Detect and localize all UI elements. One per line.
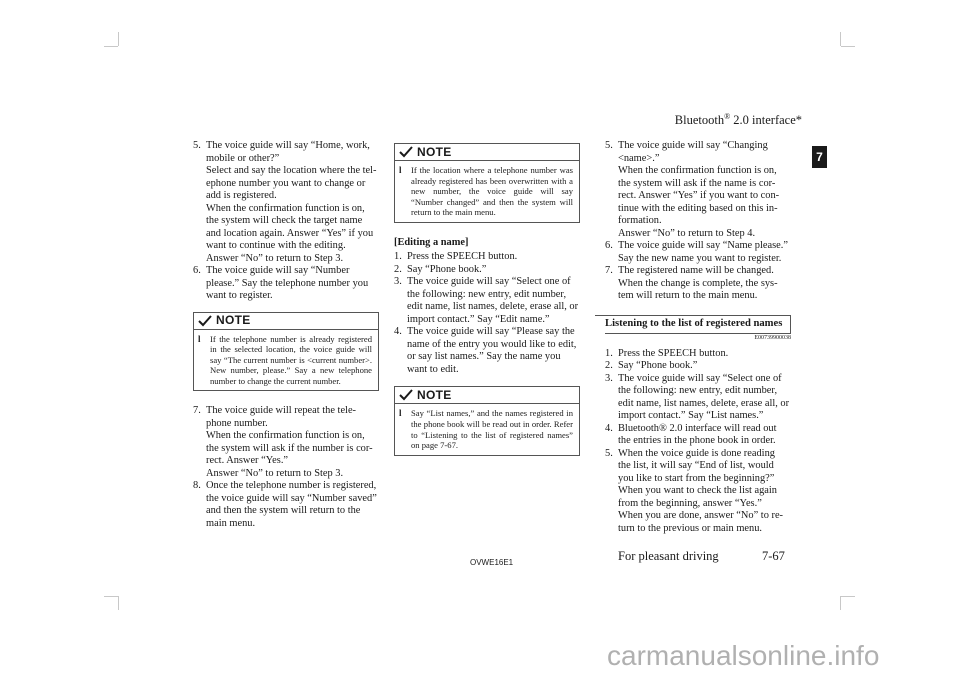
checkmark-icon <box>198 315 212 327</box>
list-item <box>605 140 791 240</box>
left-column <box>193 140 379 530</box>
right-column <box>605 140 791 535</box>
list-item <box>193 265 379 303</box>
list-item <box>605 423 791 448</box>
note-box <box>394 143 580 223</box>
note-title: NOTE <box>417 144 452 159</box>
section-heading: [Editing a name] <box>394 236 469 248</box>
list-item <box>193 405 379 480</box>
item-number: 3. <box>605 372 613 384</box>
item-text: When the voice guide is done reading the list, it will say “End of list, would you like to start from the beginning?” When you want to check the list again from the beginning, answer “Yes.” When you are done, answer “No” to re- turn to the previous or main menu. <box>618 447 784 534</box>
item-number: 4. <box>394 326 402 338</box>
item-text: The voice guide will say “Name please.” Say the new name you want to register. <box>618 240 788 264</box>
crop-mark <box>118 596 119 610</box>
crop-mark <box>840 596 841 610</box>
item-number: 5. <box>605 140 613 151</box>
crop-mark <box>841 46 855 47</box>
section-heading-box <box>605 315 791 334</box>
item-number: 2. <box>394 263 402 275</box>
list-item <box>394 264 580 277</box>
crop-mark <box>118 32 119 46</box>
checkmark-icon <box>399 146 413 158</box>
note-text: If the location where a telephone number was already registered has been overwritten with a new number, the voice guide will say “Number changed” and then the system will return to the main menu. <box>411 165 573 218</box>
list-item <box>193 480 379 530</box>
document-code: OVWE16E1 <box>470 558 514 567</box>
item-text: Press the SPEECH button. <box>618 347 729 359</box>
list-item <box>605 348 791 361</box>
bullet-icon: l <box>399 408 402 419</box>
item-number: 6. <box>605 240 613 251</box>
crop-mark <box>104 596 118 597</box>
note-header <box>194 313 378 330</box>
item-number: 3. <box>394 276 402 288</box>
note-header <box>395 144 579 161</box>
item-text: The voice guide will repeat the tele- phone number. When the confirmation function is on, the system will ask if the number is cor- rect. Answer “Yes.” Answer “No” to return to Step 3. <box>206 405 373 479</box>
note-title: NOTE <box>417 388 452 403</box>
note-body <box>395 161 579 218</box>
note-text: If the telephone number is already registered in the selected location, the voice guide will say “The current number is <current number>. New number, please.” Say a new telephone number to change the current number. <box>210 333 372 386</box>
list-item <box>605 373 791 423</box>
note-header <box>395 387 579 404</box>
item-text: Once the telephone number is registered, the voice guide will say “Number saved” and then the system will return to the main menu. <box>206 480 377 529</box>
section-code: E00739900038 <box>754 334 791 341</box>
item-number: 4. <box>605 422 613 434</box>
bullet-icon: l <box>399 165 402 175</box>
item-text: The voice guide will say “Select one of the following: new entry, edit number, edit name, list names, delete, erase all, or import contact.” Say “List names.” <box>618 372 790 421</box>
item-text: The voice guide will say “Home, work, mobile or other?” Select and say the location where the tel- ephone number you want to change or add is registered. When the confirmation function is on, the system will check the target name and location again. Answer “Yes” if you want to continue with the editing. Answer “No” to return to Step 3. <box>206 140 377 264</box>
list-item <box>394 251 580 264</box>
section-heading: Listening to the list of registered names <box>605 317 783 329</box>
item-number: 6. <box>193 265 201 276</box>
crop-mark <box>840 32 841 46</box>
note-title: NOTE <box>216 313 251 328</box>
page-number: 7-67 <box>762 549 785 563</box>
item-number: 7. <box>193 405 201 417</box>
item-number: 1. <box>605 347 613 359</box>
item-number: 2. <box>605 360 613 371</box>
page-header-title: Bluetooth® 2.0 interface* <box>674 112 802 128</box>
note-text: Say “List names,” and the names registered in the phone book will be read out in order. Refer to “Listening to the list of registered names” on page 7-67. <box>411 408 573 451</box>
checkmark-icon <box>399 389 413 401</box>
bullet-icon: l <box>198 333 201 344</box>
watermark: carmanualsonline.info <box>607 640 880 671</box>
item-text: The voice guide will say “Changing <name>.” When the confirmation function is on, the system will ask if the name is cor- rect. Answer “Yes” if you want to con- tinue with the editing based on this in- formation. Answer “No” to return to Step 4. <box>618 140 780 239</box>
crop-mark <box>104 46 118 47</box>
item-text: The voice guide will say “Select one of the following: new entry, edit number, edit name, list names, delete, erase all, or import contact.” Say “Edit name.” <box>407 276 579 325</box>
crop-mark <box>841 596 855 597</box>
note-body <box>194 330 378 387</box>
item-text: The voice guide will say “Please say the name of the entry you would like to edit, or say list names.” Say the name you want to edit. <box>407 326 577 375</box>
footer-section-title: For pleasant driving <box>618 549 719 563</box>
note-box <box>193 312 379 392</box>
list-item <box>605 240 791 265</box>
list-item <box>605 265 791 303</box>
note-box <box>394 386 580 455</box>
item-text: Say “Phone book.” <box>407 263 487 275</box>
list-item <box>394 276 580 326</box>
item-number: 5. <box>193 140 201 151</box>
chapter-tab: 7 <box>812 146 827 168</box>
middle-column <box>394 143 580 470</box>
list-item <box>394 326 580 376</box>
item-text: Say “Phone book.” <box>618 360 698 371</box>
item-number: 7. <box>605 265 613 276</box>
item-text: The voice guide will say “Number please.” Say the telephone number you want to register. <box>206 265 369 301</box>
item-number: 8. <box>193 480 201 492</box>
item-text: The registered name will be changed. When the change is complete, the sys- tem will return to the main menu. <box>618 265 778 301</box>
item-text: Press the SPEECH button. <box>407 251 518 263</box>
note-body <box>395 404 579 450</box>
list-item <box>605 448 791 536</box>
list-item <box>605 360 791 373</box>
list-item <box>193 140 379 265</box>
item-number: 5. <box>605 447 613 459</box>
item-text: Bluetooth® 2.0 interface will read out the entries in the phone book in order. <box>618 422 777 446</box>
item-number: 1. <box>394 251 402 263</box>
